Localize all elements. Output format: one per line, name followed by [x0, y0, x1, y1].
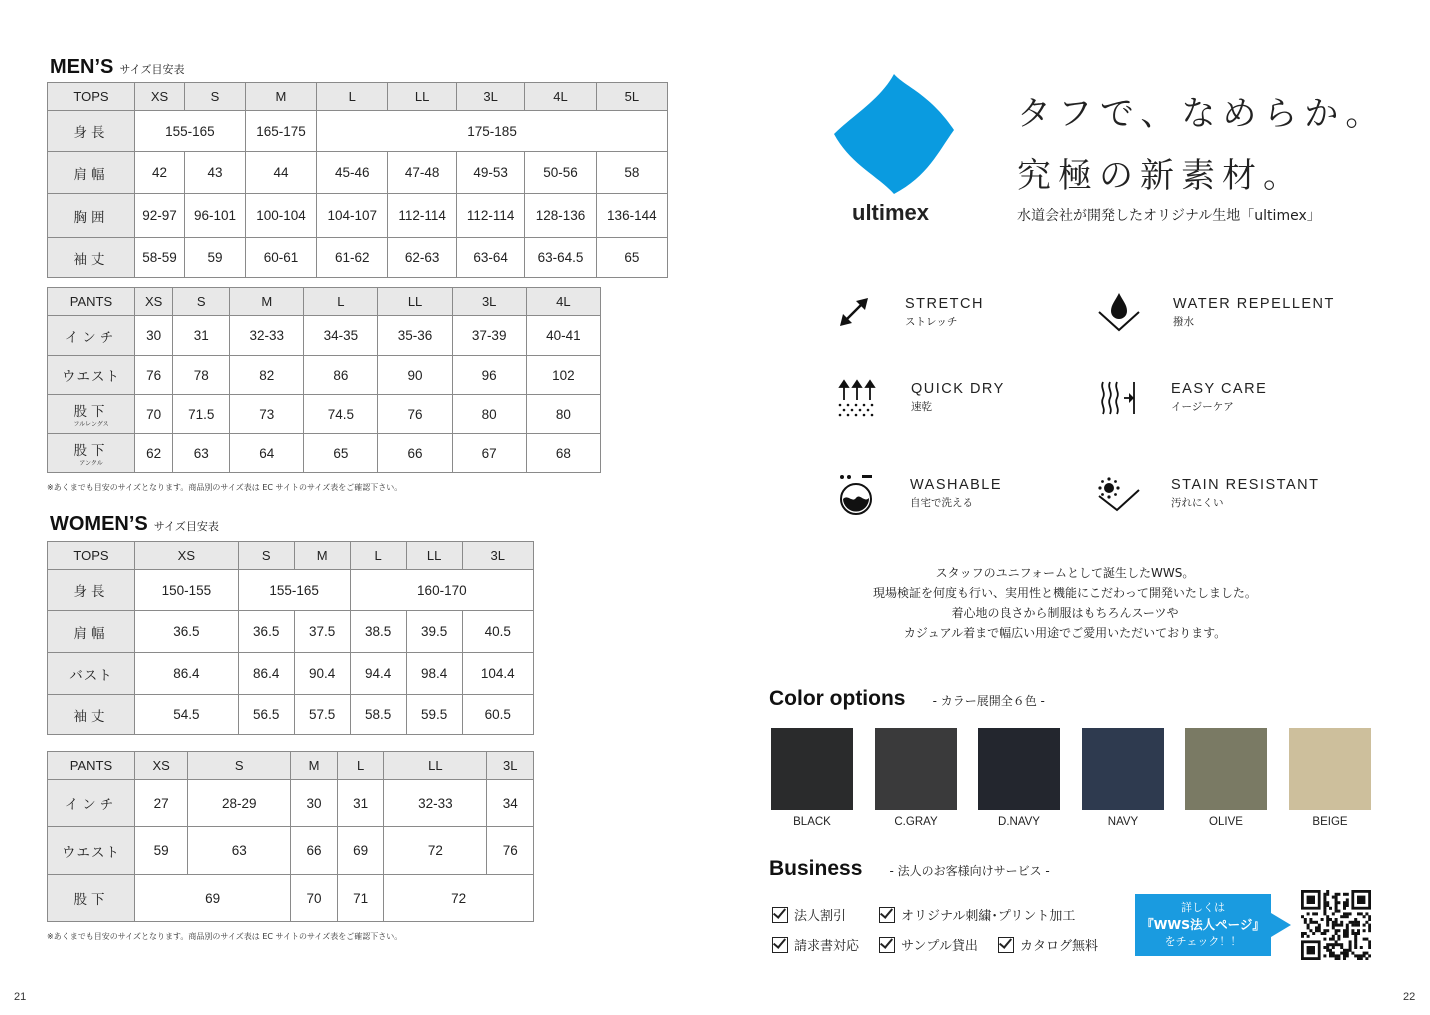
table-cell: 54.5 — [135, 695, 239, 735]
table-cell: 66 — [378, 434, 452, 473]
table-cell: 49-53 — [456, 152, 524, 194]
business-item-label: オリジナル刺繍･プリント加工 — [901, 909, 1076, 924]
table-cell: 96-101 — [185, 194, 246, 238]
size-header: XS — [135, 83, 185, 111]
swatch-beige — [1289, 728, 1371, 810]
size-header: 4L — [526, 288, 600, 316]
qr-code-icon[interactable] — [1301, 890, 1371, 960]
feature-jp: 速乾 — [911, 401, 932, 413]
feature-stain-resistant — [1171, 477, 1319, 510]
table-cell: 45-46 — [317, 152, 388, 194]
table-cell: 59.5 — [406, 695, 462, 735]
cta-line: 詳しくは — [1181, 901, 1225, 914]
row-header: 身長 — [48, 570, 135, 611]
table-cell: 76 — [135, 356, 173, 395]
table-cell: 58-59 — [135, 238, 185, 278]
table-cell: 44 — [245, 152, 316, 194]
table-cell: 65 — [304, 434, 378, 473]
table-cell: 60.5 — [462, 695, 533, 735]
description-line: スタッフのユニフォームとして誕生したWWS。 — [935, 566, 1195, 580]
row-header: 股下 — [48, 875, 135, 922]
table-cell: 136-144 — [596, 194, 667, 238]
womens-tops-table — [47, 541, 534, 735]
size-header: 3L — [456, 83, 524, 111]
table-cell: 37.5 — [294, 611, 350, 653]
row-header: インチ — [48, 316, 135, 356]
feature-en: STAIN RESISTANT — [1171, 477, 1320, 493]
table-cell: 30 — [135, 316, 173, 356]
feature-jp: 自宅で洗える — [910, 497, 973, 509]
table-cell: 63-64 — [456, 238, 524, 278]
table-cell: 62 — [135, 434, 173, 473]
table-cell: 32-33 — [230, 316, 304, 356]
business-title: Business — [769, 857, 863, 880]
swatch-c-gray — [875, 728, 957, 810]
size-header: 3L — [487, 752, 534, 780]
swatch-label: C.GRAY — [894, 816, 938, 828]
table-cell: 63 — [188, 827, 291, 875]
feature-jp: 撥水 — [1173, 316, 1194, 328]
table-cell: 86.4 — [135, 653, 239, 695]
page-number-right: 22 — [1403, 991, 1416, 1003]
checkbox-icon — [772, 907, 788, 923]
headline-1: タフで、なめらか。 — [1017, 94, 1387, 134]
color-options-subtitle: - カラー展開全６色 - — [932, 694, 1045, 708]
table-cell: 59 — [135, 827, 188, 875]
size-header: L — [317, 83, 388, 111]
cta-line: 『WWS法人ページ』 — [1141, 917, 1265, 932]
business-item — [772, 935, 859, 954]
swatch-label: OLIVE — [1209, 816, 1243, 828]
easy-care-icon — [1098, 378, 1138, 418]
table-cell: 64 — [230, 434, 304, 473]
feature-easy-care — [1171, 381, 1267, 414]
swatch-navy — [1082, 728, 1164, 810]
feature-en: QUICK DRY — [911, 381, 1005, 397]
table-cell: 72 — [384, 875, 534, 922]
table-cell: 40.5 — [462, 611, 533, 653]
table-cell: 76 — [378, 395, 452, 434]
business-item-label: 法人割引 — [794, 909, 847, 924]
table-cell: 67 — [452, 434, 526, 473]
swatch-olive — [1185, 728, 1267, 810]
feature-quick-dry — [911, 381, 1005, 414]
table-cell: 34 — [487, 780, 534, 827]
table-cell: 63 — [173, 434, 230, 473]
table-cell: 100-104 — [245, 194, 316, 238]
womens-note: ※あくまでも目安のサイズとなります。商品別のサイズ表は EC サイトのサイズ表をご確認下さい。 — [47, 932, 403, 941]
table-cell: 30 — [291, 780, 338, 827]
cta-arrow-icon — [1271, 913, 1291, 937]
size-header: XS — [135, 288, 173, 316]
feature-jp: ストレッチ — [905, 316, 958, 328]
table-cell: 128-136 — [525, 194, 596, 238]
color-options-heading — [769, 687, 1045, 711]
table-cell: 66 — [291, 827, 338, 875]
row-header: 肩幅 — [48, 152, 135, 194]
table-cell: 58 — [596, 152, 667, 194]
table-cell: 27 — [135, 780, 188, 827]
business-subtitle: - 法人のお客様向けサービス - — [889, 864, 1050, 878]
table-cell: 38.5 — [350, 611, 406, 653]
size-header: 3L — [462, 542, 533, 570]
stain-resistant-icon — [1096, 474, 1142, 514]
table-cell: 86 — [304, 356, 378, 395]
table-cell: 70 — [291, 875, 338, 922]
feature-en: EASY CARE — [1171, 381, 1268, 397]
feature-washable — [910, 477, 1002, 510]
table-cell: 78 — [173, 356, 230, 395]
feature-en: WASHABLE — [910, 477, 1003, 493]
table-cell: 70 — [135, 395, 173, 434]
business-item — [879, 935, 978, 954]
size-header: 3L — [452, 288, 526, 316]
table-cell: 58.5 — [350, 695, 406, 735]
swatch-d-navy — [978, 728, 1060, 810]
womens-subtitle: サイズ目安表 — [153, 520, 219, 533]
size-header: M — [291, 752, 338, 780]
size-header: M — [230, 288, 304, 316]
size-header: S — [185, 83, 246, 111]
table-cell: 36.5 — [238, 611, 294, 653]
table-cell: 112-114 — [456, 194, 524, 238]
mens-title: MEN’S — [50, 56, 114, 78]
row-header: 胸囲 — [48, 194, 135, 238]
size-header: S — [188, 752, 291, 780]
swatch-label: BEIGE — [1312, 816, 1348, 828]
row-header: 肩幅 — [48, 611, 135, 653]
size-header: LL — [384, 752, 487, 780]
size-header: L — [337, 752, 384, 780]
row-header-sub: アンクル — [79, 461, 103, 467]
size-header: XS — [135, 752, 188, 780]
size-header: S — [173, 288, 230, 316]
table-cell: 34-35 — [304, 316, 378, 356]
table-cell: 98.4 — [406, 653, 462, 695]
table-cell: 155-165 — [238, 570, 350, 611]
table-cell: 36.5 — [135, 611, 239, 653]
business-item — [879, 905, 1075, 924]
womens-title: WOMEN’S — [50, 513, 148, 535]
ultimex-logo-mark — [832, 72, 956, 196]
description-line: 現場検証を何度も行い、実用性と機能にこだわって開発いたしました。 — [873, 586, 1257, 600]
checkbox-icon — [998, 937, 1014, 953]
size-header: S — [238, 542, 294, 570]
washable-icon — [834, 472, 878, 516]
table-cell: 80 — [526, 395, 600, 434]
page-number-left: 21 — [14, 991, 27, 1003]
row-header: インチ — [48, 780, 135, 827]
table-cell: 104-107 — [317, 194, 388, 238]
table-cell: 59 — [185, 238, 246, 278]
row-header — [48, 434, 135, 473]
quick-dry-icon — [836, 378, 878, 420]
swatch-label: NAVY — [1107, 816, 1139, 828]
table-cell: 62-63 — [388, 238, 456, 278]
water-drop-icon — [1096, 290, 1142, 334]
cta-line: をチェック！！ — [1164, 935, 1242, 948]
size-header: LL — [406, 542, 462, 570]
checkbox-icon — [879, 937, 895, 953]
womens-pants-table — [47, 751, 534, 922]
color-options-title: Color options — [769, 687, 906, 710]
business-item-label: カタログ無料 — [1020, 939, 1099, 954]
table-cell: 31 — [173, 316, 230, 356]
table-cell: 43 — [185, 152, 246, 194]
row-header — [48, 395, 135, 434]
mens-note: ※あくまでも目安のサイズとなります。商品別のサイズ表は EC サイトのサイズ表をご確認下さい。 — [47, 483, 403, 492]
row-header: ウエスト — [48, 827, 135, 875]
table-cell: 80 — [452, 395, 526, 434]
swatch-label: BLACK — [793, 816, 831, 828]
feature-en: STRETCH — [905, 296, 984, 312]
row-header: 袖丈 — [48, 695, 135, 735]
table-cell: 40-41 — [526, 316, 600, 356]
table-cell: 90 — [378, 356, 452, 395]
table-cell: 102 — [526, 356, 600, 395]
pants-label: PANTS — [48, 752, 135, 780]
table-cell: 150-155 — [135, 570, 239, 611]
size-header: M — [245, 83, 316, 111]
swatch-label: D.NAVY — [998, 816, 1040, 828]
checkbox-icon — [879, 907, 895, 923]
row-header-label: 股下 — [73, 443, 109, 458]
table-cell: 56.5 — [238, 695, 294, 735]
swatch-black — [771, 728, 853, 810]
table-cell: 82 — [230, 356, 304, 395]
table-cell: 37-39 — [452, 316, 526, 356]
table-cell: 76 — [487, 827, 534, 875]
table-cell: 74.5 — [304, 395, 378, 434]
mens-heading — [50, 56, 184, 79]
row-header-sub: フルレングス — [73, 422, 109, 428]
table-cell: 165-175 — [245, 111, 316, 152]
tops-label: TOPS — [48, 83, 135, 111]
row-header: 袖丈 — [48, 238, 135, 278]
feature-water-repellent — [1173, 296, 1335, 329]
table-cell: 71.5 — [173, 395, 230, 434]
business-item — [998, 935, 1098, 954]
stretch-arrow-icon — [834, 292, 874, 332]
table-cell: 61-62 — [317, 238, 388, 278]
row-header-label: 股下 — [73, 404, 109, 419]
row-header: バスト — [48, 653, 135, 695]
mens-subtitle: サイズ目安表 — [119, 63, 185, 76]
business-item-label: サンプル貸出 — [901, 939, 978, 954]
size-header: L — [350, 542, 406, 570]
mens-tops-table — [47, 82, 668, 278]
business-item-label: 請求書対応 — [794, 939, 860, 954]
table-cell: 94.4 — [350, 653, 406, 695]
description-line: 着心地の良さから制服はもちろんスーツや — [951, 606, 1179, 620]
row-header: 身長 — [48, 111, 135, 152]
table-cell: 28-29 — [188, 780, 291, 827]
table-cell: 175-185 — [317, 111, 668, 152]
size-header: XS — [135, 542, 239, 570]
mens-pants-table — [47, 287, 601, 473]
table-cell: 57.5 — [294, 695, 350, 735]
table-cell: 68 — [526, 434, 600, 473]
table-cell: 72 — [384, 827, 487, 875]
size-header: 5L — [596, 83, 667, 111]
table-cell: 31 — [337, 780, 384, 827]
table-cell: 35-36 — [378, 316, 452, 356]
ultimex-logo-text: ultimex — [852, 200, 930, 225]
checkbox-icon — [772, 937, 788, 953]
table-cell: 32-33 — [384, 780, 487, 827]
table-cell: 96 — [452, 356, 526, 395]
table-cell: 69 — [135, 875, 291, 922]
table-cell: 50-56 — [525, 152, 596, 194]
table-cell: 160-170 — [350, 570, 533, 611]
size-header: 4L — [525, 83, 596, 111]
table-cell: 73 — [230, 395, 304, 434]
table-cell: 86.4 — [238, 653, 294, 695]
womens-heading — [50, 513, 219, 536]
table-cell: 71 — [337, 875, 384, 922]
size-header: LL — [388, 83, 456, 111]
size-header: L — [304, 288, 378, 316]
headline-2: 究極の新素材。 — [1017, 156, 1304, 196]
table-cell: 90.4 — [294, 653, 350, 695]
table-cell: 155-165 — [135, 111, 246, 152]
size-header: M — [294, 542, 350, 570]
table-cell: 69 — [337, 827, 384, 875]
feature-stretch — [905, 296, 984, 329]
business-item — [772, 905, 846, 924]
table-cell: 104.4 — [462, 653, 533, 695]
table-cell: 60-61 — [245, 238, 316, 278]
tops-label: TOPS — [48, 542, 135, 570]
table-cell: 39.5 — [406, 611, 462, 653]
description — [790, 563, 1340, 643]
corporate-page-cta[interactable] — [1135, 894, 1271, 956]
description-line: カジュアル着まで幅広い用途でご愛用いただいております。 — [903, 626, 1227, 640]
row-header: ウエスト — [48, 356, 135, 395]
table-cell: 65 — [596, 238, 667, 278]
brand-tagline: 水道会社が開発したオリジナル生地「ultimex」 — [1017, 208, 1321, 224]
business-heading — [769, 857, 1050, 881]
feature-jp: 汚れにくい — [1171, 497, 1224, 509]
feature-jp: イージーケア — [1171, 401, 1234, 413]
table-cell: 63-64.5 — [525, 238, 596, 278]
feature-en: WATER REPELLENT — [1173, 296, 1335, 312]
table-cell: 47-48 — [388, 152, 456, 194]
table-cell: 112-114 — [388, 194, 456, 238]
table-cell: 92-97 — [135, 194, 185, 238]
size-header: LL — [378, 288, 452, 316]
table-cell: 42 — [135, 152, 185, 194]
pants-label: PANTS — [48, 288, 135, 316]
